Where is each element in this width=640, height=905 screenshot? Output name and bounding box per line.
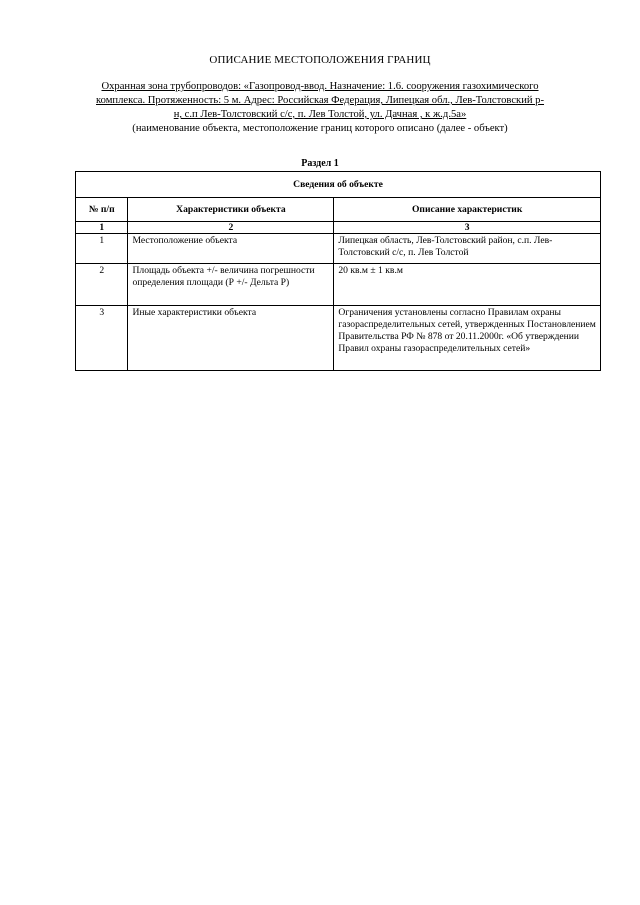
- column-number-1: 1: [76, 222, 128, 234]
- row-description: 20 кв.м ± 1 кв.м: [334, 264, 601, 306]
- row-description: Липецкая область, Лев-Толстовский район, с.п. Лев-Толстовский с/с, п. Лев Толстой: [334, 234, 601, 264]
- table-row: [76, 234, 601, 264]
- object-name: Охранная зона трубопроводов: «Газопровод-ввод. Назначение: 1.6. сооружения газохимического комплекса. Протяженность: 5 м. Адрес: Российская Федерация, Липецкая обл., Лев-Толстовский р-н, с.п Лев-Толстовский с/с, п. Лев Толстой, ул. Дачная , к ж.д.5а»: [96, 81, 545, 120]
- column-header-description: Описание характеристик: [334, 198, 601, 222]
- column-header-characteristic: Характеристики объекта: [128, 198, 334, 222]
- table-caption-row: [76, 172, 601, 198]
- section-title: Раздел 1: [301, 158, 339, 169]
- object-description: [96, 80, 544, 136]
- column-header-num: № п/п: [76, 198, 128, 222]
- table-row: [76, 264, 601, 306]
- table-row: [76, 306, 601, 371]
- row-num: 2: [76, 264, 128, 306]
- row-num: 1: [76, 234, 128, 264]
- row-characteristic: Местоположение объекта: [128, 234, 334, 264]
- column-numbers-row: [76, 222, 601, 234]
- row-characteristic: Площадь объекта +/- величина погрешности определения площади (Р +/- Дельта Р): [128, 264, 334, 306]
- object-caption: (наименование объекта, местоположение границ которого описано (далее - объект): [132, 123, 508, 134]
- row-characteristic: Иные характеристики объекта: [128, 306, 334, 371]
- column-number-3: 3: [334, 222, 601, 234]
- document-title: ОПИСАНИЕ МЕСТОПОЛОЖЕНИЯ ГРАНИЦ: [209, 54, 431, 66]
- column-number-2: 2: [128, 222, 334, 234]
- row-description: Ограничения установлены согласно Правилам охраны газораспределительных сетей, утвержденных Постановлением Правительства РФ № 878 от 20.11.2000г. «Об утверждении Правил охраны газораспределительных сетей»: [334, 306, 601, 371]
- table-header-row: [76, 198, 601, 222]
- table-caption: Сведения об объекте: [76, 172, 601, 198]
- object-info-table: [75, 171, 601, 371]
- row-num: 3: [76, 306, 128, 371]
